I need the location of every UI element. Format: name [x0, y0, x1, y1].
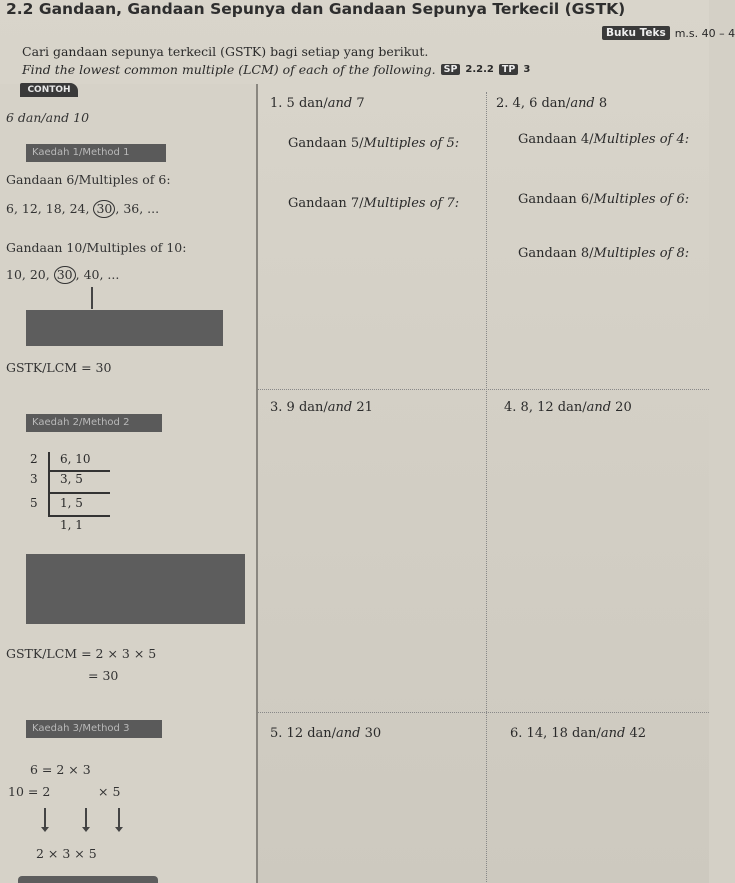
- hidden-answer-block-2: [26, 554, 245, 624]
- column-divider: [486, 92, 487, 882]
- down-arrow-icon: [44, 808, 46, 828]
- instruction-malay: Cari gandaan sepunya terkecil (GSTK) bagi setiap yang berikut.: [22, 44, 429, 59]
- multiples-10-circled: 30: [54, 266, 76, 284]
- down-arrow-icon: [118, 808, 120, 828]
- q1-multiples-5-label: Gandaan 5/Multiples of 5:: [288, 136, 460, 151]
- down-arrow-icon: [85, 808, 87, 828]
- multiples-6-tail: , 36, ...: [115, 201, 160, 216]
- textbook-reference: [602, 26, 735, 40]
- example-problem: 6 dan/and 10: [6, 110, 90, 125]
- factor-6: 6 = 2 × 3: [30, 762, 91, 777]
- multiples-10-tail: , 40, ...: [75, 267, 120, 282]
- q2-multiples-8-label: Gandaan 8/Multiples of 8:: [518, 246, 690, 261]
- multiples-6-circled: 30: [93, 200, 115, 218]
- instruction-english-text: Find the lowest common multiple (LCM) of each of the following.: [22, 62, 436, 77]
- example-tab: CONTOH: [20, 83, 78, 97]
- factor-result: 2 × 3 × 5: [36, 846, 97, 861]
- question-6: 6. 14, 18 dan/and 42: [510, 726, 646, 741]
- hidden-answer-block-1: [26, 310, 223, 346]
- method2-label: Kaedah 2/Method 2: [26, 414, 162, 432]
- method3-label: Kaedah 3/Method 3: [26, 720, 162, 738]
- multiples-10-values: 10, 20,: [6, 267, 50, 282]
- q1-multiples-7-label: Gandaan 7/Multiples of 7:: [288, 196, 460, 211]
- textbook-badge: Buku Teks: [602, 26, 670, 40]
- div-divisor-2: 3: [30, 472, 38, 486]
- method2-result-line2: = 30: [88, 668, 119, 683]
- sp-badge: SP: [441, 64, 461, 75]
- div-values-4: 1, 1: [60, 518, 83, 532]
- multiples-10-label: Gandaan 10/Multiples of 10:: [6, 240, 187, 255]
- textbook-pages: m.s. 40 – 4: [674, 26, 735, 40]
- row-divider-1: [258, 389, 709, 390]
- question-1: 1. 5 dan/and 7: [270, 96, 365, 111]
- div-values-1: 6, 10: [60, 452, 91, 466]
- method1-label: Kaedah 1/Method 1: [26, 144, 166, 162]
- question-2: 2. 4, 6 dan/and 8: [496, 96, 608, 111]
- question-4: 4. 8, 12 dan/and 20: [504, 400, 632, 415]
- tp-badge: TP: [499, 64, 518, 75]
- hidden-answer-block-3: [18, 876, 158, 883]
- q2-multiples-4-label: Gandaan 4/Multiples of 4:: [518, 132, 690, 147]
- division-ladder: [30, 452, 120, 542]
- up-arrow-icon: [91, 287, 93, 309]
- multiples-10-list: [6, 266, 119, 284]
- instruction-english: [22, 62, 530, 77]
- multiples-6-list: [6, 200, 159, 218]
- div-divisor-3: 5: [30, 496, 38, 510]
- section-title: 2.2 Gandaan, Gandaan Sepunya dan Gandaan Sepunya Terkecil (GSTK): [6, 0, 626, 18]
- multiples-6-values: 6, 12, 18, 24,: [6, 201, 90, 216]
- q2-multiples-6-label: Gandaan 6/Multiples of 6:: [518, 192, 690, 207]
- question-5: 5. 12 dan/and 30: [270, 726, 382, 741]
- div-divisor-1: 2: [30, 452, 38, 466]
- div-values-3: 1, 5: [60, 496, 83, 510]
- method1-result: GSTK/LCM = 30: [6, 360, 112, 375]
- tp-value: 3: [523, 64, 531, 75]
- div-values-2: 3, 5: [60, 472, 83, 486]
- factor-10-right: × 5: [98, 784, 121, 799]
- factor-10-left: 10 = 2: [8, 784, 51, 799]
- method2-result-line1: GSTK/LCM = 2 × 3 × 5: [6, 646, 157, 661]
- multiples-6-label: Gandaan 6/Multiples of 6:: [6, 172, 171, 187]
- question-3: 3. 9 dan/and 21: [270, 400, 373, 415]
- sp-value: 2.2.2: [465, 64, 494, 75]
- row-divider-2: [258, 712, 709, 713]
